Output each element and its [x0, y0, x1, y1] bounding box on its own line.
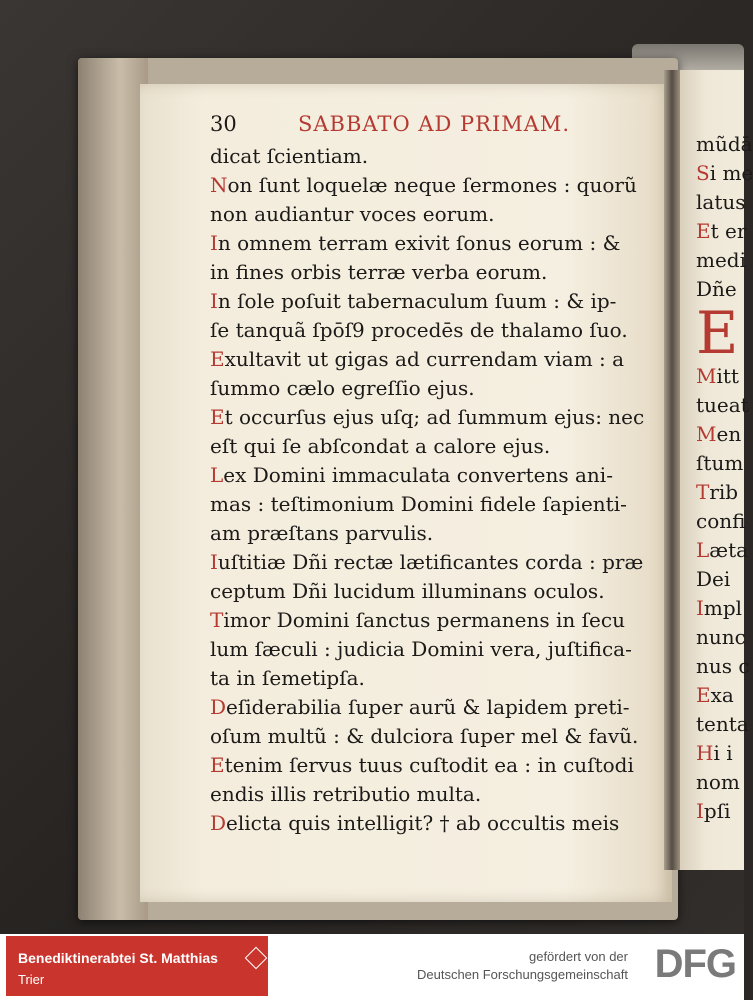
- line-text: ex Domini immaculata convertens ani-: [223, 463, 613, 487]
- right-text-line: [696, 565, 744, 594]
- abbey-logo-icon: [245, 947, 268, 970]
- right-text-line: [696, 217, 747, 246]
- line-text: i i: [713, 741, 733, 765]
- line-text: in fines orbis terræ verba eorum.: [210, 260, 548, 284]
- line-text: tenta: [696, 712, 749, 736]
- text-line: [210, 635, 662, 664]
- line-text: mas : teſtimonium Domini fidele ſapienti-: [210, 492, 627, 516]
- line-text: dicat ſcientiam.: [210, 144, 369, 168]
- right-text-line: [696, 299, 744, 367]
- rubric-initial: H: [696, 741, 714, 765]
- text-line: [210, 693, 662, 722]
- right-text-line: [696, 188, 744, 217]
- line-text: nus c: [696, 654, 750, 678]
- line-text: xa: [710, 683, 734, 707]
- text-lines: [210, 142, 662, 838]
- text-line: [210, 316, 662, 345]
- rubric-initial: L: [696, 538, 710, 562]
- rubric-initial: I: [210, 231, 218, 255]
- text-line: [210, 171, 662, 200]
- line-text: n omnem terram exivit ſonus eorum : &: [217, 231, 621, 255]
- rubric-initial: E: [210, 753, 225, 777]
- line-text: medi: [696, 248, 746, 272]
- right-text-line: [696, 478, 744, 507]
- right-text-line: [696, 130, 753, 159]
- text-line: [210, 780, 662, 809]
- line-text: tenim ſervus tuus cuſtodit ea : in cuſtodi: [224, 753, 634, 777]
- rubric-initial: D: [210, 695, 227, 719]
- right-text-line: [696, 797, 744, 826]
- line-text: ſe tanquã ſpōſ9 procedēs de thalamo ſuo.: [210, 318, 628, 342]
- line-text: uſtitiæ Dñi rectæ lætificantes corda : præ: [217, 550, 644, 574]
- text-line: [210, 809, 662, 838]
- left-page-text: [210, 112, 662, 838]
- text-line: [210, 606, 662, 635]
- rubric-initial: E: [696, 219, 711, 243]
- line-text: nom: [696, 770, 740, 794]
- right-text-line: [696, 594, 744, 623]
- funding-line-1: gefördert von der: [528, 949, 628, 964]
- line-text: elicta quis intelligit? † ab occultis meis: [226, 811, 620, 835]
- text-line: [210, 722, 662, 751]
- line-text: mpl: [703, 596, 743, 620]
- right-text-line: [696, 246, 744, 275]
- book-gutter: [664, 70, 680, 870]
- line-text: t occurſus ejus uſq; ad ſummum ejus: nec: [224, 405, 645, 429]
- line-text: rib: [709, 480, 739, 504]
- right-text-line: [696, 362, 744, 391]
- text-line: [210, 461, 662, 490]
- rubric-initial: M: [696, 422, 717, 446]
- rubric-initial: D: [210, 811, 227, 835]
- line-text: ſummo cælo egreſſio ejus.: [210, 376, 475, 400]
- right-text-line: [696, 652, 750, 681]
- institution-badge[interactable]: [6, 936, 268, 996]
- text-line: [210, 287, 662, 316]
- dfg-logo[interactable]: DFG: [654, 942, 736, 986]
- text-line: [210, 751, 662, 780]
- line-text: imor Domini ſanctus permanens in ſecu: [223, 608, 625, 632]
- text-line: [210, 142, 662, 171]
- line-text: oſum multũ : & dulciora ſuper mel & favũ.: [210, 724, 639, 748]
- line-text: ſtum: [696, 451, 744, 475]
- line-text: am præſtans parvulis.: [210, 521, 434, 545]
- rubric-initial: I: [210, 550, 218, 574]
- rubric-initial: N: [210, 173, 228, 197]
- page-edges: [78, 58, 148, 920]
- line-text: confi: [696, 509, 746, 533]
- right-text-line: [696, 739, 744, 768]
- line-text: on ſunt loquelæ neque ſermones : quorũ: [227, 173, 637, 197]
- rubric-initial: I: [210, 289, 218, 313]
- text-line: [210, 490, 662, 519]
- line-text: mũdā: [696, 132, 753, 156]
- line-text: ta in ſemetipſa.: [210, 666, 365, 690]
- right-text-line: [696, 159, 753, 188]
- line-text: non audiantur voces eorum.: [210, 202, 495, 226]
- rubric-initial: I: [696, 799, 704, 823]
- right-text-line: [696, 536, 749, 565]
- right-text-line: [696, 681, 744, 710]
- page-header: [210, 112, 662, 142]
- rubric-initial: E: [210, 405, 225, 429]
- text-line: [210, 432, 662, 461]
- line-text: tueat: [696, 393, 749, 417]
- right-text-line: [696, 623, 744, 652]
- line-text: en: [716, 422, 742, 446]
- right-text-line: [696, 420, 744, 449]
- line-text: latus: [696, 190, 746, 214]
- line-text: t er: [710, 219, 747, 243]
- text-line: [210, 229, 662, 258]
- line-text: æta: [709, 538, 749, 562]
- funding-note: [417, 948, 628, 984]
- institution-name: Benediktinerabtei St. Matthias: [18, 950, 218, 966]
- line-text: eſiderabilia ſuper aurũ & lapidem preti-: [226, 695, 630, 719]
- line-text: i me: [709, 161, 753, 185]
- funding-line-2: Deutschen Forschungsgemeinschaft: [416, 967, 628, 982]
- line-text: n ſole poſuit tabernaculum ſuum : & ip-: [217, 289, 617, 313]
- text-line: [210, 200, 662, 229]
- line-text: Dei: [696, 567, 731, 591]
- right-page-text: [696, 130, 753, 826]
- right-text-line: [696, 768, 744, 797]
- line-text: pſi: [703, 799, 731, 823]
- right-text-line: [696, 507, 744, 536]
- institution-city: Trier: [18, 972, 45, 987]
- rubric-initial: T: [696, 480, 710, 504]
- text-line: [210, 258, 662, 287]
- line-text: eſt qui ſe abſcondat a calore ejus.: [210, 434, 551, 458]
- line-text: endis illis retributio multa.: [210, 782, 482, 806]
- rubric-initial: M: [696, 364, 717, 388]
- rubric-initial: E: [210, 347, 225, 371]
- rubric-initial: S: [696, 161, 710, 185]
- running-title: SABBATO AD PRIMAM.: [298, 112, 571, 136]
- line-text: ceptum Dñi lucidum illuminans oculos.: [210, 579, 605, 603]
- line-text: itt: [716, 364, 739, 388]
- text-line: [210, 548, 662, 577]
- line-text: Dñe: [696, 277, 737, 301]
- rubric-initial: E: [696, 299, 739, 367]
- text-line: [210, 403, 662, 432]
- page-number: 30: [210, 112, 237, 136]
- footer-bar: [0, 934, 744, 1000]
- line-text: nunc: [696, 625, 746, 649]
- line-text: lum ſæculi : judicia Domini vera, juſtifica-: [210, 637, 632, 661]
- text-line: [210, 519, 662, 548]
- line-text: xultavit ut gigas ad currendam viam : a: [224, 347, 625, 371]
- text-line: [210, 345, 662, 374]
- right-text-line: [696, 449, 744, 478]
- rubric-initial: I: [696, 596, 704, 620]
- right-text-line: [696, 710, 749, 739]
- rubric-initial: T: [210, 608, 224, 632]
- right-text-line: [696, 391, 749, 420]
- text-line: [210, 577, 662, 606]
- text-line: [210, 664, 662, 693]
- rubric-initial: E: [696, 683, 711, 707]
- rubric-initial: L: [210, 463, 224, 487]
- text-line: [210, 374, 662, 403]
